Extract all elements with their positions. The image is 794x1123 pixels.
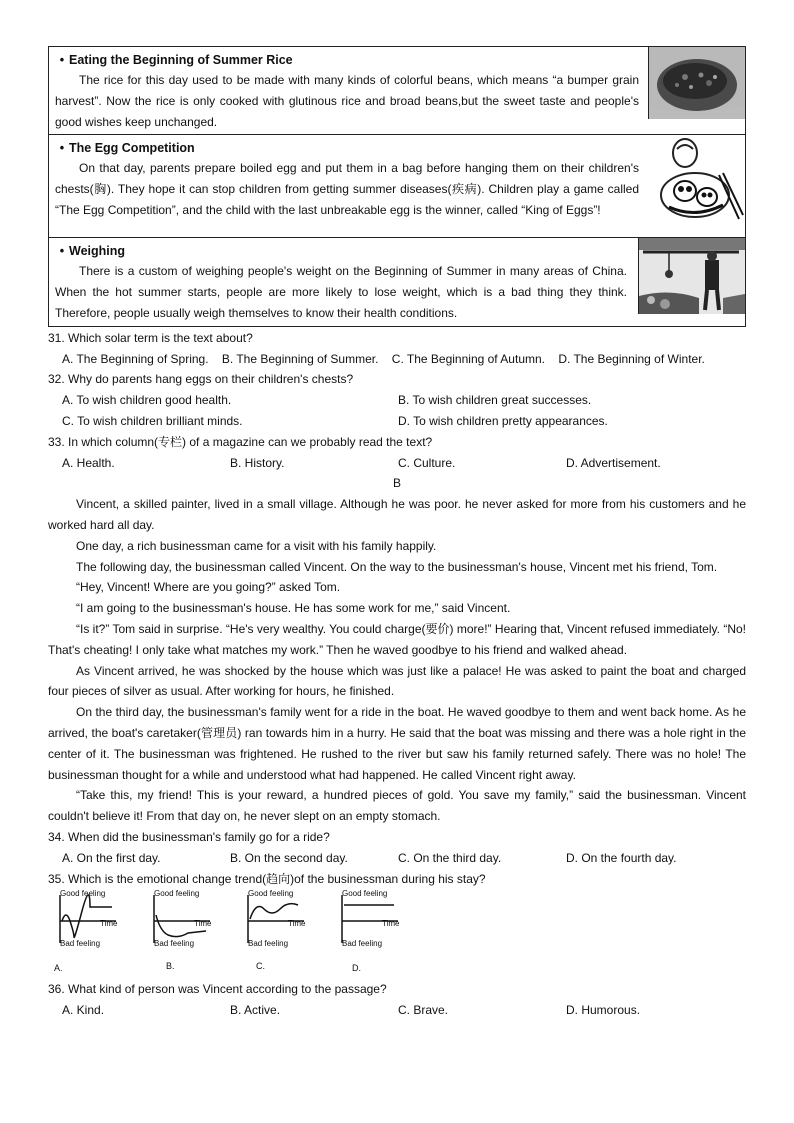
options-31 <box>48 349 746 370</box>
section-title: The Egg Competition <box>69 141 195 156</box>
bad-label: Bad feeling <box>154 939 195 949</box>
option-c[interactable]: C. Culture. <box>398 455 456 470</box>
option-b[interactable]: B. The Beginning of Summer. <box>221 351 379 366</box>
options-32-row2 <box>48 411 746 432</box>
good-label: Good feeling <box>154 889 200 899</box>
section-weighing <box>49 238 746 326</box>
graph-b-plot <box>146 891 240 961</box>
graph-b[interactable] <box>146 891 240 979</box>
time-label: Time <box>382 919 400 929</box>
exam-page <box>48 46 746 1021</box>
section-title: Eating the Beginning of Summer Rice <box>69 53 293 67</box>
story-paragraph: Vincent, a skilled painter, lived in a small village. Although he was poor. he never asked for more from his customers and he worked hard all day. <box>48 497 746 532</box>
section-b-heading: B <box>392 476 401 491</box>
option-c[interactable]: C. To wish children brilliant minds. <box>62 413 243 428</box>
section-body: The rice for this day used to be made with many kinds of colorful beans, which means “a bumper grain harvest”. Now the rice is only cooked with glutinous rice and broad beans,but the sweet taste and people's good wishes keep unchanged. <box>55 73 639 129</box>
bullet-icon: • <box>59 141 65 156</box>
section-title: Weighing <box>69 244 126 259</box>
story-paragraph: As Vincent arrived, he was shocked by the house which was just like a palace! He was asked to paint the boat and charged four pieces of silver as usual. After working for hours, he finished. <box>48 663 746 699</box>
option-d[interactable]: D. The Beginning of Winter. <box>558 351 705 366</box>
graph-letter: A. <box>54 963 63 974</box>
bullet-icon: • <box>59 53 65 67</box>
good-label: Good feeling <box>342 889 388 899</box>
question-33: 33. In which column(专栏) of a magazine can we probably read the text? <box>48 434 433 449</box>
graph-letter: C. <box>256 961 265 972</box>
option-c[interactable]: C. The Beginning of Autumn. <box>391 351 545 366</box>
option-c[interactable]: C. On the third day. <box>398 850 502 865</box>
question-36: 36. What kind of person was Vincent according to the passage? <box>48 982 387 997</box>
rice-bowl-image <box>648 47 745 119</box>
story-paragraph: On the third day, the businessman's family went for a ride in the boat. He waved goodbye to them and went back home. As he arrived, the boat's caretaker(管理员) ran towards him in a hurry. He said that the boat was missing and there was a hole right in the center of it. The businessman was frightened. He rushed to the river but saw his family returned safely. There was no hole! The businessman thought for a while and understood what had happened. He called Vincent right away. <box>48 705 746 782</box>
bad-label: Bad feeling <box>248 939 289 949</box>
graph-d-plot <box>334 891 428 961</box>
options-34 <box>48 848 746 869</box>
option-b[interactable]: B. Active. <box>230 1003 281 1018</box>
story-paragraph: “I am going to the businessman's house. He has some work for me,” said Vincent. <box>76 601 511 616</box>
option-a[interactable]: A. Kind. <box>62 1003 105 1018</box>
option-a[interactable]: A. On the first day. <box>62 850 161 865</box>
story-paragraph: One day, a rich businessman came for a visit with his family happily. <box>76 538 437 553</box>
graph-d[interactable] <box>334 891 428 979</box>
option-b[interactable]: B. History. <box>230 455 285 470</box>
question-34: 34. When did the businessman's family go for a ride? <box>48 829 330 844</box>
bullet-icon: • <box>59 244 65 259</box>
option-d[interactable]: D. To wish children pretty appearances. <box>398 413 608 428</box>
story-paragraph: “Hey, Vincent! Where are you going?” asked Tom. <box>76 580 341 595</box>
graph-a[interactable] <box>52 891 146 979</box>
option-c[interactable]: C. Brave. <box>398 1003 449 1018</box>
time-label: Time <box>194 919 212 929</box>
option-b[interactable]: B. To wish children great successes. <box>398 393 592 408</box>
graph-c-plot <box>240 891 334 961</box>
options-32-row1 <box>48 390 746 411</box>
story-paragraph: “Is it?” Tom said in surprise. “He's very wealthy. You could charge(要价) more!” Hearing that, Vincent refused immediately. “No! That's cheating! I only take what matches my work.” Then he waved goodbye to his friend and walked ahead. <box>48 621 746 657</box>
time-label: Time <box>288 919 306 929</box>
graph-a-plot <box>52 891 146 961</box>
emotion-graphs <box>48 891 746 979</box>
customs-table <box>48 46 746 327</box>
graph-c[interactable] <box>240 891 334 979</box>
options-33 <box>48 453 746 474</box>
story-paragraph: “Take this, my friend! This is your reward, a hundred pieces of gold. You save my family,” said the businessman. Vincent couldn't believe it! From that day on, he never slept on an empty stomach. <box>48 788 746 824</box>
graph-letter: B. <box>166 961 175 972</box>
good-label: Good feeling <box>60 889 106 899</box>
section-rice <box>49 47 746 135</box>
bad-label: Bad feeling <box>60 939 101 949</box>
option-b[interactable]: B. On the second day. <box>230 850 348 865</box>
good-label: Good feeling <box>248 889 294 899</box>
option-d[interactable]: D. On the fourth day. <box>566 850 677 865</box>
question-35: 35. Which is the emotional change trend(趋向)of the businessman during his stay? <box>48 871 486 886</box>
question-31: 31. Which solar term is the text about? <box>48 330 253 345</box>
story-paragraph: The following day, the businessman called Vincent. On the way to the businessman's house, Vincent met his friend, Tom. <box>76 559 718 574</box>
question-32: 32. Why do parents hang eggs on their children's chests? <box>48 372 354 387</box>
section-egg <box>49 135 746 238</box>
option-a[interactable]: A. The Beginning of Spring. <box>62 351 209 366</box>
section-body: There is a custom of weighing people's weight on the Beginning of Summer in many areas of China. When the hot summer starts, people are more likely to lose weight, which is a bad thing they think. Therefore, people usually weigh themselves to know their health conditions. <box>55 264 627 320</box>
options-36 <box>48 1000 746 1021</box>
option-a[interactable]: A. To wish children good health. <box>62 393 232 408</box>
option-d[interactable]: D. Advertisement. <box>566 455 661 470</box>
bad-label: Bad feeling <box>342 939 383 949</box>
weighing-scene-image <box>638 238 745 314</box>
graph-letter: D. <box>352 963 361 974</box>
option-a[interactable]: A. Health. <box>62 455 115 470</box>
painted-eggs-image <box>649 135 745 231</box>
section-body: On that day, parents prepare boiled egg and put them in a bag before hanging them on their children's chests(胸). They hope it can stop children from getting summer diseases(疾病). Children play a game called “The Egg Competition”, and the child with the last unbreakable egg is the winner, called “King of Eggs”! <box>55 161 639 217</box>
story-passage <box>48 494 746 827</box>
time-label: Time <box>100 919 118 929</box>
option-d[interactable]: D. Humorous. <box>566 1003 641 1018</box>
